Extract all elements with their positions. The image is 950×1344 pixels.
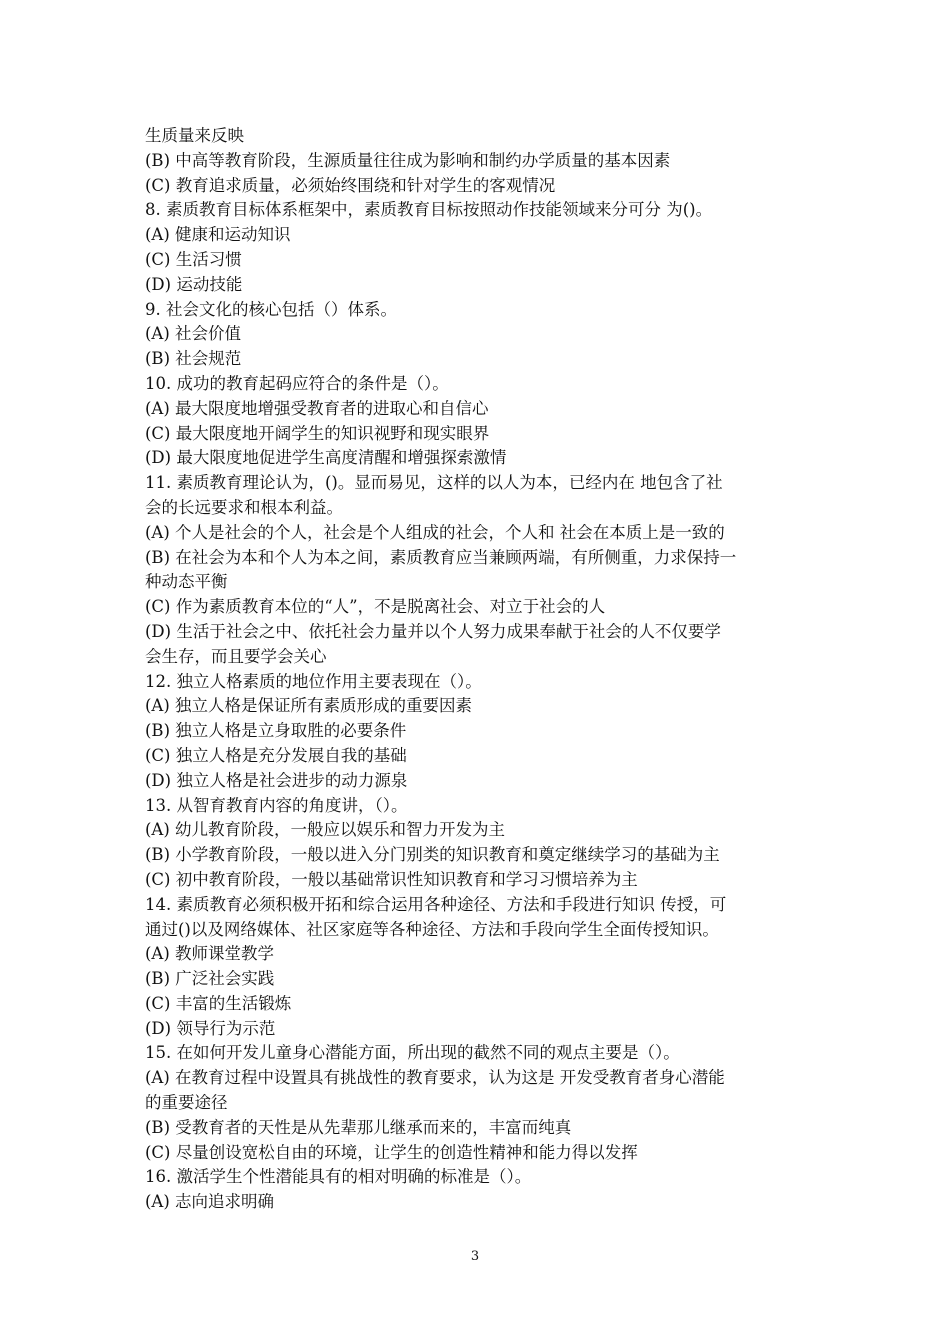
text-line: 8. 素质教育目标体系框架中，素质教育目标按照动作技能领域来分可分 为()。	[145, 200, 713, 220]
text-line: (C) 丰富的生活锻炼	[145, 993, 292, 1013]
text-line: (D) 领导行为示范	[145, 1018, 276, 1038]
text-line: (B) 在社会为本和个人为本之间，素质教育应当兼顾两端，有所侧重，力求保持一	[145, 547, 737, 567]
text-line: (B) 受教育者的天性是从先辈那儿继承而来的，丰富而纯真	[145, 1117, 572, 1137]
text-line: (C) 作为素质教育本位的“人”，不是脱离社会、对立于社会的人	[145, 597, 606, 617]
text-line: 10. 成功的教育起码应符合的条件是（）。	[145, 373, 449, 393]
text-line: 会的长远要求和根本利益。	[145, 497, 343, 517]
text-line: (D) 生活于社会之中、依托社会力量并以个人努力成果奉献于社会的人不仅要学	[145, 621, 721, 641]
text-line: (C) 最大限度地开阔学生的知识视野和现实眼界	[145, 423, 490, 443]
text-line: (C) 生活习惯	[145, 249, 242, 269]
text-line: 通过()以及网络媒体、社区家庭等各种途径、方法和手段向学生全面传授知识。	[145, 919, 719, 939]
text-line: (C) 初中教育阶段，一般以基础常识性知识教育和学习习惯培养为主	[145, 869, 638, 889]
text-line: (A) 健康和运动知识	[145, 225, 291, 245]
text-line: 的重要途径	[145, 1093, 228, 1113]
text-line: (D) 运动技能	[145, 274, 243, 294]
text-line: 9. 社会文化的核心包括（）体系。	[145, 299, 397, 319]
text-line: (B) 独立人格是立身取胜的必要条件	[145, 721, 407, 741]
text-line: (A) 独立人格是保证所有素质形成的重要因素	[145, 696, 473, 716]
text-line: 13. 从智育教育内容的角度讲，（）。	[145, 795, 408, 815]
text-line: (C) 独立人格是充分发展自我的基础	[145, 745, 407, 765]
text-line: 会生存，而且要学会关心	[145, 646, 327, 666]
text-line: (A) 个人是社会的个人，社会是个人组成的社会，个人和 社会在本质上是一致的	[145, 522, 725, 542]
text-line: (A) 在教育过程中设置具有挑战性的教育要求，认为这是 开发受教育者身心潜能	[145, 1068, 725, 1088]
text-line: 12. 独立人格素质的地位作用主要表现在（）。	[145, 671, 482, 691]
page-number: 3	[470, 1249, 480, 1264]
text-line: (C) 尽量创设宽松自由的环境，让学生的创造性精神和能力得以发挥	[145, 1142, 638, 1162]
text-line: 16. 激活学生个性潜能具有的相对明确的标准是（）。	[145, 1167, 532, 1187]
text-line: 生质量来反映	[145, 126, 244, 145]
text-line: (A) 教师课堂教学	[145, 944, 275, 964]
text-line: (B) 广泛社会实践	[145, 969, 275, 989]
text-line: 15. 在如何开发儿童身心潜能方面，所出现的截然不同的观点主要是（）。	[145, 1043, 680, 1063]
text-line: (B) 社会规范	[145, 349, 242, 369]
text-line: (C) 教育追求质量，必须始终围绕和针对学生的客观情况	[145, 175, 556, 195]
text-line: 11. 素质教育理论认为，()。显而易见，这样的以人为本，已经内在 地包含了社	[145, 473, 723, 493]
text-line: (A) 最大限度地增强受教育者的进取心和自信心	[145, 398, 489, 418]
text-line: (A) 社会价值	[145, 324, 242, 344]
page-content	[145, 124, 810, 1215]
text-line: (B) 小学教育阶段，一般以进入分门别类的知识教育和奠定继续学习的基础为主	[145, 845, 720, 865]
text-line: 14. 素质教育必须积极开拓和综合运用各种途径、方法和手段进行知识 传授，可	[145, 894, 727, 914]
text-line: (A) 幼儿教育阶段，一般应以娱乐和智力开发为主	[145, 820, 506, 840]
text-line: (B) 中高等教育阶段，生源质量往往成为影响和制约办学质量的基本因素	[145, 150, 671, 170]
text-line: (D) 独立人格是社会进步的动力源泉	[145, 770, 408, 790]
text-line: (A) 志向追求明确	[145, 1192, 275, 1212]
text-line: 种动态平衡	[145, 572, 228, 592]
text-line: (D) 最大限度地促进学生高度清醒和增强探索激情	[145, 448, 507, 468]
